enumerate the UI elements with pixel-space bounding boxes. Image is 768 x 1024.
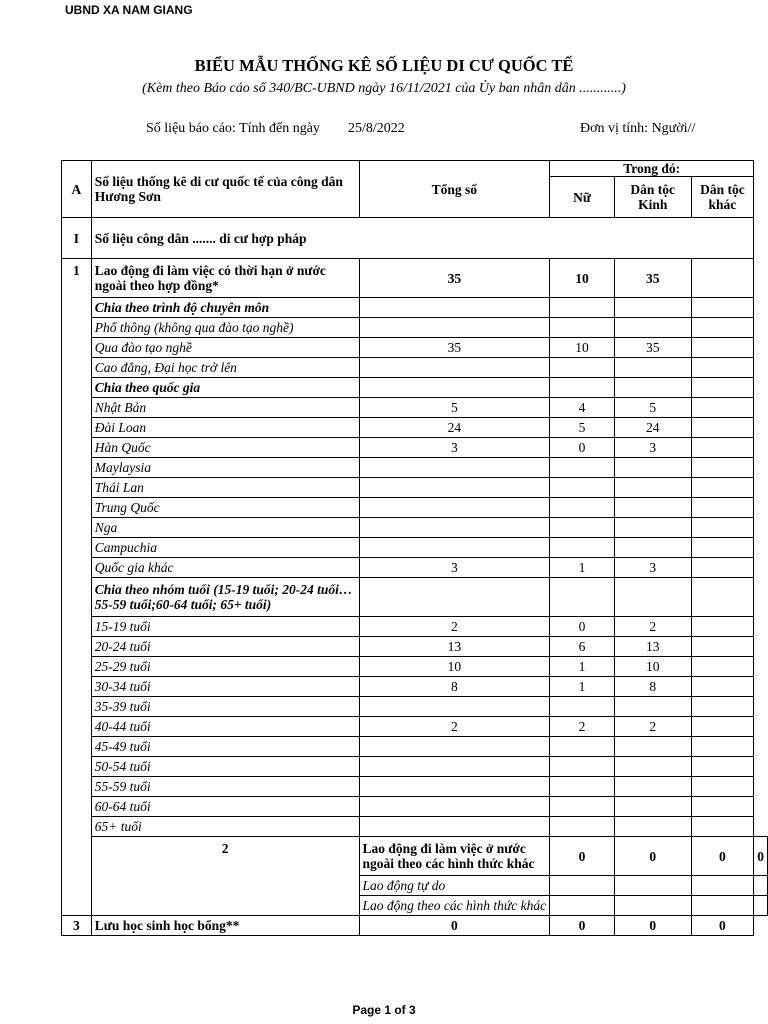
cell-female	[550, 318, 615, 338]
table-row	[62, 677, 768, 697]
cell-total	[550, 896, 615, 916]
document-title: BIỂU MẪU THỐNG KÊ SỐ LIỆU DI CƯ QUỐC TẾ	[194, 56, 574, 75]
report-date: 25/8/2022	[347, 121, 405, 136]
cell-female	[550, 358, 615, 378]
col-of-which-header: Trong đó:	[550, 161, 754, 177]
row-label: 40-44 tuổi	[91, 717, 359, 737]
cell-other	[691, 538, 754, 558]
row-label: Quốc gia khác	[91, 558, 359, 578]
table-row	[62, 518, 768, 538]
cell-other	[691, 318, 754, 338]
cell-female	[550, 498, 615, 518]
cell-kinh	[614, 737, 691, 757]
table-row	[62, 538, 768, 558]
cell-female: 1	[550, 558, 615, 578]
table-row	[62, 458, 768, 478]
cell-female: 1	[550, 657, 615, 677]
row-label: 50-54 tuổi	[91, 757, 359, 777]
group-row-level	[62, 298, 768, 318]
cell-other	[691, 717, 754, 737]
cell-kinh: 35	[614, 338, 691, 358]
row-label: 60-64 tuổi	[91, 797, 359, 817]
col-kinh-header: Dân tộc Kinh	[614, 177, 691, 218]
cell-other	[691, 697, 754, 717]
table-row	[62, 418, 768, 438]
cell-female	[550, 697, 615, 717]
cell-other	[691, 458, 754, 478]
cell-kinh: 3	[614, 558, 691, 578]
cell-other	[691, 817, 754, 837]
cell-total: 35	[359, 338, 550, 358]
cell-female	[614, 876, 691, 896]
row-label: Qua đào tạo nghề	[91, 338, 359, 358]
row-label: 55-59 tuổi	[91, 777, 359, 797]
cell-total: 2	[359, 717, 550, 737]
cell-female	[550, 478, 615, 498]
group-label-level: Chia theo trình độ chuyên môn	[91, 298, 359, 318]
cell-total	[359, 478, 550, 498]
row-1-other	[691, 259, 754, 298]
cell-kinh	[614, 697, 691, 717]
table-row	[62, 438, 768, 458]
row-1-female: 10	[550, 259, 615, 298]
row-label: Cao đẳng, Đại học trở lên	[91, 358, 359, 378]
header-row-1	[62, 161, 768, 177]
cell-total: 3	[359, 558, 550, 578]
row-2	[62, 837, 768, 876]
table-row	[62, 558, 768, 578]
cell-kinh: 24	[614, 418, 691, 438]
cell-other	[691, 478, 754, 498]
cell-other	[691, 677, 754, 697]
table-row	[62, 697, 768, 717]
table-row	[62, 657, 768, 677]
report-label: Số liệu báo cáo: Tính đến ngày	[146, 121, 320, 136]
table-row	[62, 617, 768, 637]
cell-female: 2	[550, 717, 615, 737]
row-3-label: Lưu học sinh học bổng**	[91, 916, 359, 936]
cell-female	[550, 538, 615, 558]
cell-total: 2	[359, 617, 550, 637]
row-label: Campuchia	[91, 538, 359, 558]
cell-female	[550, 817, 615, 837]
cell-female: 0	[550, 617, 615, 637]
row-label: Phổ thông (không qua đào tạo nghề)	[91, 318, 359, 338]
row-3-other: 0	[691, 916, 754, 936]
org-name: UBND XA NAM GIANG	[65, 3, 193, 17]
cell-total	[359, 538, 550, 558]
cell-total: 24	[359, 418, 550, 438]
cell-female	[550, 737, 615, 757]
cell-other	[691, 438, 754, 458]
cell-total	[359, 498, 550, 518]
cell-total	[359, 518, 550, 538]
row-label: 65+ tuổi	[91, 817, 359, 837]
row-1-id: 1	[62, 259, 92, 916]
cell-kinh	[614, 318, 691, 338]
cell-total	[359, 817, 550, 837]
table-row	[62, 757, 768, 777]
cell-total	[550, 876, 615, 896]
row-3-total: 0	[359, 916, 550, 936]
cell-total: 3	[359, 438, 550, 458]
cell-kinh	[614, 797, 691, 817]
cell-other	[691, 737, 754, 757]
row-3-female: 0	[550, 916, 615, 936]
cell-kinh	[614, 498, 691, 518]
statistics-table	[61, 160, 768, 936]
row-label: Trung Quốc	[91, 498, 359, 518]
row-label: 35-39 tuổi	[91, 697, 359, 717]
report-date-line	[146, 121, 405, 137]
cell-other	[691, 358, 754, 378]
row-label: Lao động tự do	[359, 876, 550, 896]
table-row	[62, 817, 768, 837]
cell-kinh	[614, 518, 691, 538]
cell-total: 10	[359, 657, 550, 677]
row-label: 30-34 tuổi	[91, 677, 359, 697]
cell-kinh: 13	[614, 637, 691, 657]
row-3-kinh: 0	[614, 916, 691, 936]
cell-other	[691, 418, 754, 438]
cell-female	[550, 757, 615, 777]
cell-other	[691, 637, 754, 657]
table-row	[62, 338, 768, 358]
table-row	[62, 777, 768, 797]
cell-kinh	[614, 817, 691, 837]
row-1-label: Lao động đi làm việc có thời hạn ở nước ngoài theo hợp đồng*	[91, 259, 359, 298]
row-2-id: 2	[91, 837, 359, 916]
cell-female	[550, 797, 615, 817]
row-2-other: 0	[754, 837, 768, 876]
cell-other	[691, 657, 754, 677]
cell-female: 0	[550, 438, 615, 458]
cell-female: 6	[550, 637, 615, 657]
col-total-header: Tổng số	[359, 161, 550, 218]
cell-other	[691, 558, 754, 578]
row-1	[62, 259, 768, 298]
cell-kinh: 5	[614, 398, 691, 418]
cell-female: 1	[550, 677, 615, 697]
cell-other	[691, 338, 754, 358]
cell-kinh	[614, 777, 691, 797]
cell-other	[754, 876, 768, 896]
row-2-female: 0	[614, 837, 691, 876]
row-label: Thái Lan	[91, 478, 359, 498]
cell-kinh	[614, 358, 691, 378]
table-row	[62, 737, 768, 757]
cell-total	[359, 358, 550, 378]
row-3-id: 3	[62, 916, 92, 936]
row-label: 45-49 tuổi	[91, 737, 359, 757]
cell-total	[359, 797, 550, 817]
cell-total	[359, 318, 550, 338]
cell-total: 13	[359, 637, 550, 657]
cell-kinh: 10	[614, 657, 691, 677]
cell-kinh	[614, 757, 691, 777]
table-row	[62, 498, 768, 518]
cell-total: 8	[359, 677, 550, 697]
cell-other	[691, 797, 754, 817]
cell-other	[754, 896, 768, 916]
cell-female: 4	[550, 398, 615, 418]
row-label: Nga	[91, 518, 359, 538]
table-row	[62, 318, 768, 338]
cell-kinh	[614, 458, 691, 478]
cell-kinh	[691, 896, 754, 916]
cell-other	[691, 398, 754, 418]
cell-other	[691, 498, 754, 518]
row-label: Nhật Bản	[91, 398, 359, 418]
section-label: Số liệu công dân ....... di cư hợp pháp	[91, 218, 754, 259]
group-row-country	[62, 378, 768, 398]
cell-kinh: 3	[614, 438, 691, 458]
cell-other	[691, 617, 754, 637]
cell-other	[691, 757, 754, 777]
cell-female	[614, 896, 691, 916]
cell-kinh	[614, 538, 691, 558]
table-row	[62, 358, 768, 378]
group-label-country: Chia theo quốc gia	[91, 378, 359, 398]
col-other-header: Dân tộc khác	[691, 177, 754, 218]
cell-other	[691, 518, 754, 538]
document-subtitle: (Kèm theo Báo cáo số 340/BC-UBND ngày 16/11/2021 của Ủy ban nhân dân ............)	[142, 81, 626, 96]
cell-female: 10	[550, 338, 615, 358]
col-desc-header: Số liệu thống kê di cư quốc tế của công dân Hương Sơn	[91, 161, 359, 218]
col-female-header: Nữ	[550, 177, 615, 218]
cell-total	[359, 777, 550, 797]
cell-total	[359, 737, 550, 757]
table-row	[62, 637, 768, 657]
group-label-age: Chia theo nhóm tuổi (15-19 tuổi; 20-24 tuổi… 55-59 tuổi;60-64 tuổi; 65+ tuổi)	[91, 578, 359, 617]
unit-label: Đơn vị tính: Người//	[580, 121, 696, 136]
page-number: Page 1 of 3	[352, 1003, 416, 1017]
table-row	[62, 478, 768, 498]
row-2-label: Lao động đi làm việc ở nước ngoài theo các hình thức khác	[359, 837, 550, 876]
cell-kinh: 2	[614, 617, 691, 637]
cell-other	[691, 777, 754, 797]
row-label: 25-29 tuổi	[91, 657, 359, 677]
col-a-header: A	[62, 161, 92, 218]
table-row	[62, 797, 768, 817]
cell-female	[550, 777, 615, 797]
row-label: 20-24 tuổi	[91, 637, 359, 657]
group-row-age	[62, 578, 768, 617]
cell-female	[550, 458, 615, 478]
row-label: 15-19 tuổi	[91, 617, 359, 637]
cell-kinh	[614, 478, 691, 498]
cell-kinh: 8	[614, 677, 691, 697]
cell-total	[359, 697, 550, 717]
cell-female: 5	[550, 418, 615, 438]
section-id: I	[62, 218, 92, 259]
section-row	[62, 218, 768, 259]
cell-kinh: 2	[614, 717, 691, 737]
row-label: Lao động theo các hình thức khác	[359, 896, 550, 916]
row-2-kinh: 0	[691, 837, 754, 876]
table-row	[62, 717, 768, 737]
cell-total	[359, 757, 550, 777]
cell-total	[359, 458, 550, 478]
row-1-total: 35	[359, 259, 550, 298]
row-3	[62, 916, 768, 936]
row-label: Maylaysia	[91, 458, 359, 478]
cell-female	[550, 518, 615, 538]
row-label: Đài Loan	[91, 418, 359, 438]
cell-total: 5	[359, 398, 550, 418]
table-row	[62, 398, 768, 418]
cell-kinh	[691, 876, 754, 896]
row-label: Hàn Quốc	[91, 438, 359, 458]
row-1-kinh: 35	[614, 259, 691, 298]
row-2-total: 0	[550, 837, 615, 876]
